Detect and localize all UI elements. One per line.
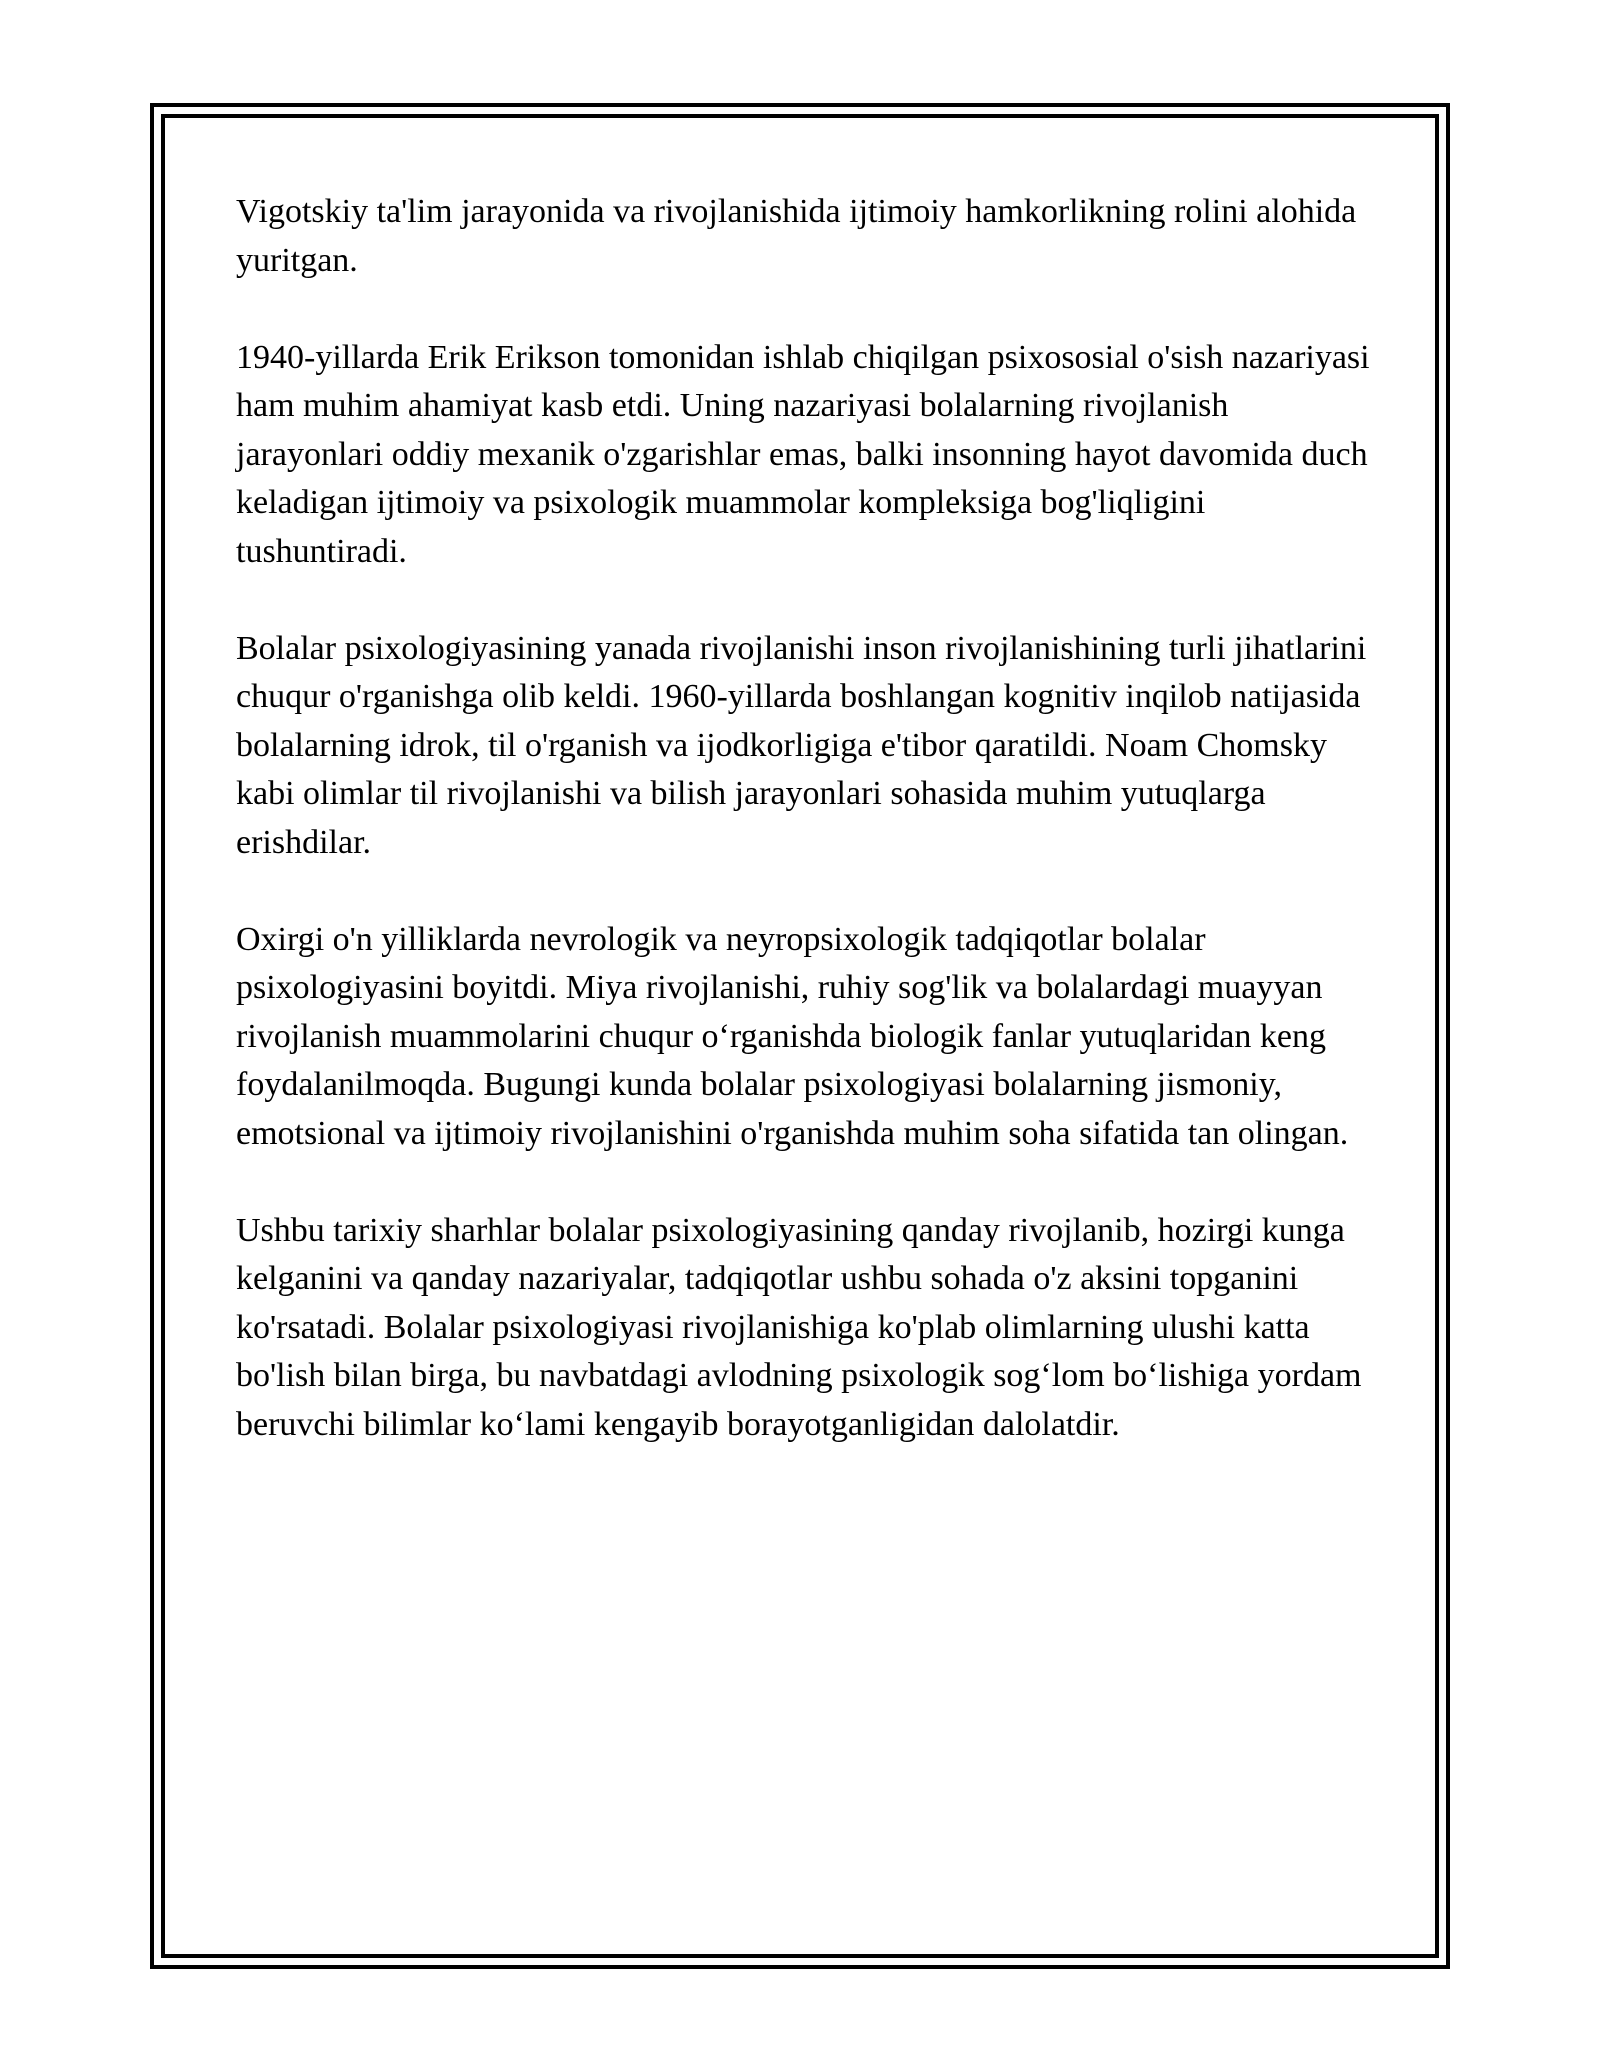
paragraph-cognitive-revolution: Bolalar psixologiyasining yanada rivojlanishi inson rivojlanishining turli jihatlarini chuqur o'rganishga olib keldi. 1960-yillarda boshlangan kognitiv inqilob natijasida bolalarning idrok, til o'rganish va ijodkorligiga e'tibor qaratildi. Noam Chomsky kabi olimlar til rivojlanishi va bilish jarayonlari sohasida muhim yutuqlarga erishdilar.: [236, 629, 1367, 861]
paragraph-erikson: 1940-yillarda Erik Erikson tomonidan ishlab chiqilgan psixososial o'sish nazariyasi ham muhim ahamiyat kasb etdi. Uning nazariyasi bolalarning rivojlanish jarayonlari oddiy mexanik o'zgarishlar emas, balki insonning hayot davomida duch keladigan ijtimoiy va psixologik muammolar kompleksiga bog'liqligini tushuntiradi.: [236, 338, 1370, 570]
paragraph-neuropsychology: Oxirgi o'n yilliklarda nevrologik va neyropsixologik tadqiqotlar bolalar psixologiyasini boyitdi. Miya rivojlanishi, ruhiy sog'lik va bolalardagi muayyan rivojlanish muammolarini chuqur o‘rganishda biologik fanlar yutuqlaridan keng foydalanilmoqda. Bugungi kunda bolalar psixologiyasi bolalarning jismoniy, emotsional va ijtimoiy rivojlanishini o'rganishda muhim soha sifatida tan olingan.: [236, 920, 1349, 1152]
document-body: [236, 188, 1376, 1498]
paragraph-vygotsky: Vigotskiy ta'lim jarayonida va rivojlanishida ijtimoiy hamkorlikning rolini alohida yuritgan.: [236, 193, 1357, 279]
paragraph-conclusion: Ushbu tarixiy sharhlar bolalar psixologiyasining qanday rivojlanib, hozirgi kunga kelganini va qanday nazariyalar, tadqiqotlar ushbu sohada o'z aksini topganini ko'rsatadi. Bolalar psixologiyasi rivojlanishiga ko'plab olimlarning ulushi katta bo'lish bilan birga, bu navbatdagi avlodning psixologik sog‘lom bo‘lishiga yordam beruvchi bilimlar ko‘lami kengayib borayotganligidan dalolatdir.: [236, 1211, 1362, 1443]
